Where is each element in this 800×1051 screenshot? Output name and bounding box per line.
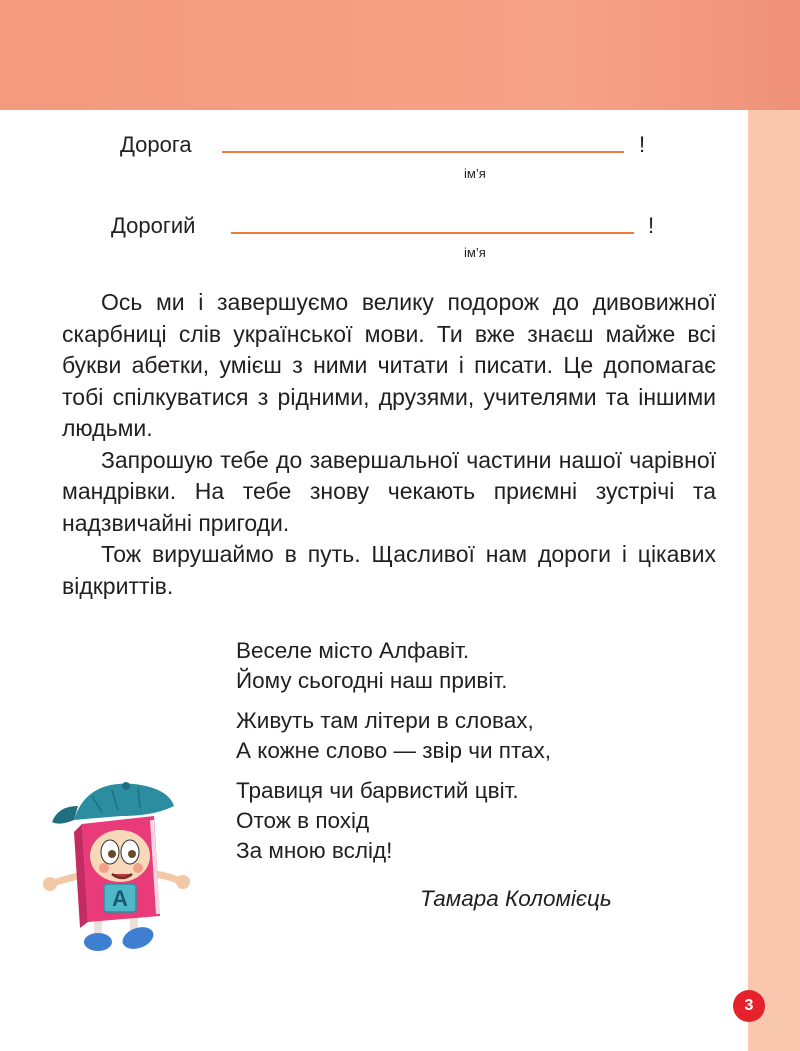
top-header-band (0, 0, 800, 110)
greeting-male-excl: ! (648, 213, 655, 238)
poem-line: Живуть там літери в словах, (236, 708, 534, 733)
name-blank-male[interactable] (231, 232, 634, 234)
poem-line: Веселе місто Алфавіт. (236, 638, 470, 663)
letter-paragraph-3: Тож вирушаймо в путь. Щасливої нам дороги і цікавих відкриттів. (62, 541, 716, 599)
greeting-male-row (0, 213, 748, 273)
greeting-male-word: Дорогий (111, 213, 196, 238)
letter-paragraph-1: Ось ми і завершуємо велику подорож до дивовижної скарбниці слів української мови. Ти вже знаєш майже всі букви абетки, умієш з ними читати і писати. Це допомагає тобі спілкуватися з рідними, друзями, учителями та іншими людьми. (62, 289, 716, 441)
letter-paragraph-2: Запрошую тебе до завершальної частини нашої чарівної мандрівки. На тебе знову чекають приємні зустрічі та надзвичайні пригоди. (62, 446, 716, 536)
book-mascot-illustration (42, 776, 192, 956)
side-color-strip (748, 110, 800, 1051)
poem-author: Тамара Коломієць (420, 886, 612, 911)
poem-stanza-2 (236, 706, 656, 766)
poem-line: Травиця чи барвистий цвіт. (236, 778, 519, 803)
poem-line: Йому сьогодні наш привіт. (236, 668, 508, 693)
mascot-letter: А (112, 886, 128, 911)
greeting-female-word: Дорога (120, 132, 192, 157)
name-caption-male: ім’я (464, 245, 486, 260)
name-blank-female[interactable] (222, 151, 624, 153)
poem (236, 636, 656, 876)
page-number-badge: 3 (733, 990, 765, 1022)
name-caption-female: ім’я (464, 166, 486, 181)
poem-line: За мною вслід! (236, 838, 393, 863)
poem-stanza-3 (236, 776, 656, 866)
poem-line: А кожне слово — звір чи птах, (236, 738, 552, 763)
poem-line: Отож в похід (236, 808, 370, 833)
poem-stanza-1 (236, 636, 656, 696)
greeting-female-row (0, 132, 748, 192)
letter-body (62, 287, 716, 602)
greeting-female-excl: ! (639, 132, 646, 157)
